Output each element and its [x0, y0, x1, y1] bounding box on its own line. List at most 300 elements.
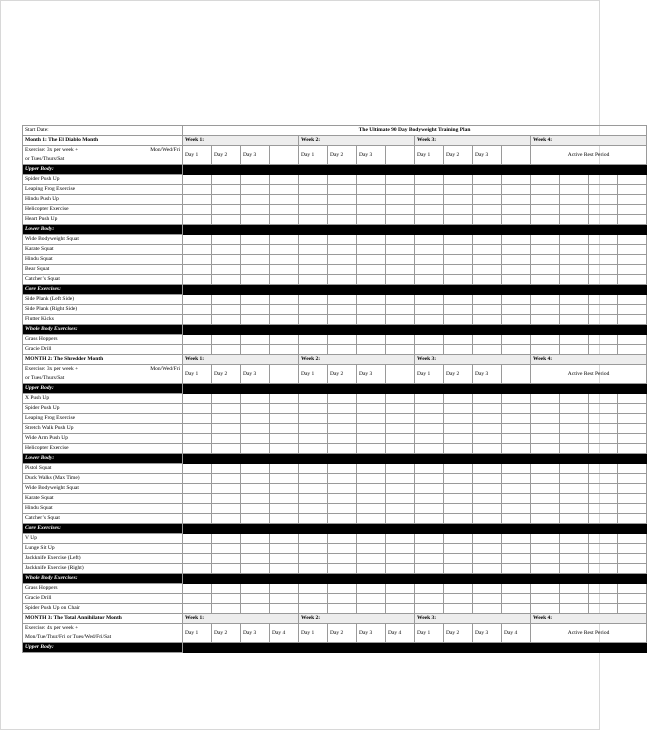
log-cell[interactable] — [241, 444, 270, 454]
log-cell[interactable] — [560, 295, 589, 305]
log-cell[interactable] — [531, 514, 560, 524]
log-cell[interactable] — [328, 494, 357, 504]
log-cell[interactable] — [386, 215, 415, 225]
log-cell[interactable] — [357, 175, 386, 185]
log-cell[interactable] — [415, 185, 444, 195]
log-cell[interactable] — [241, 215, 270, 225]
log-cell[interactable] — [531, 275, 560, 285]
log-cell[interactable] — [618, 544, 647, 554]
log-cell[interactable] — [357, 305, 386, 315]
log-cell[interactable] — [589, 544, 618, 554]
log-cell[interactable] — [357, 215, 386, 225]
log-cell[interactable] — [531, 474, 560, 484]
log-cell[interactable] — [328, 534, 357, 544]
log-cell[interactable] — [183, 265, 212, 275]
log-cell[interactable] — [328, 504, 357, 514]
log-cell[interactable] — [183, 484, 212, 494]
log-cell[interactable] — [357, 205, 386, 215]
log-cell[interactable] — [183, 205, 212, 215]
log-cell[interactable] — [560, 444, 589, 454]
log-cell[interactable] — [589, 315, 618, 325]
log-cell[interactable] — [618, 604, 647, 614]
log-cell[interactable] — [589, 305, 618, 315]
log-cell[interactable] — [357, 514, 386, 524]
log-cell[interactable] — [299, 484, 328, 494]
log-cell[interactable] — [357, 195, 386, 205]
log-cell[interactable] — [183, 315, 212, 325]
log-cell[interactable] — [415, 584, 444, 594]
log-cell[interactable] — [531, 414, 560, 424]
log-cell[interactable] — [241, 175, 270, 185]
log-cell[interactable] — [415, 514, 444, 524]
log-cell[interactable] — [618, 464, 647, 474]
log-cell[interactable] — [328, 464, 357, 474]
log-cell[interactable] — [444, 544, 473, 554]
log-cell[interactable] — [589, 504, 618, 514]
log-cell[interactable] — [502, 564, 531, 574]
log-cell[interactable] — [473, 534, 502, 544]
log-cell[interactable] — [444, 245, 473, 255]
log-cell[interactable] — [328, 514, 357, 524]
log-cell[interactable] — [299, 594, 328, 604]
log-cell[interactable] — [299, 315, 328, 325]
log-cell[interactable] — [212, 564, 241, 574]
log-cell[interactable] — [444, 335, 473, 345]
log-cell[interactable] — [241, 604, 270, 614]
log-cell[interactable] — [502, 185, 531, 195]
log-cell[interactable] — [415, 474, 444, 484]
log-cell[interactable] — [212, 345, 241, 355]
log-cell[interactable] — [212, 175, 241, 185]
log-cell[interactable] — [444, 424, 473, 434]
log-cell[interactable] — [357, 185, 386, 195]
log-cell[interactable] — [473, 444, 502, 454]
log-cell[interactable] — [444, 494, 473, 504]
log-cell[interactable] — [618, 185, 647, 195]
log-cell[interactable] — [299, 175, 328, 185]
log-cell[interactable] — [386, 484, 415, 494]
log-cell[interactable] — [560, 464, 589, 474]
log-cell[interactable] — [212, 394, 241, 404]
log-cell[interactable] — [618, 335, 647, 345]
log-cell[interactable] — [618, 504, 647, 514]
log-cell[interactable] — [212, 245, 241, 255]
log-cell[interactable] — [618, 414, 647, 424]
log-cell[interactable] — [589, 564, 618, 574]
log-cell[interactable] — [270, 275, 299, 285]
log-cell[interactable] — [444, 175, 473, 185]
log-cell[interactable] — [531, 604, 560, 614]
log-cell[interactable] — [560, 584, 589, 594]
log-cell[interactable] — [473, 305, 502, 315]
log-cell[interactable] — [444, 434, 473, 444]
log-cell[interactable] — [415, 315, 444, 325]
log-cell[interactable] — [618, 444, 647, 454]
log-cell[interactable] — [560, 504, 589, 514]
log-cell[interactable] — [357, 295, 386, 305]
log-cell[interactable] — [444, 444, 473, 454]
log-cell[interactable] — [299, 335, 328, 345]
log-cell[interactable] — [328, 474, 357, 484]
log-cell[interactable] — [618, 534, 647, 544]
log-cell[interactable] — [212, 404, 241, 414]
log-cell[interactable] — [183, 494, 212, 504]
log-cell[interactable] — [357, 554, 386, 564]
log-cell[interactable] — [212, 185, 241, 195]
log-cell[interactable] — [473, 295, 502, 305]
log-cell[interactable] — [299, 464, 328, 474]
log-cell[interactable] — [589, 434, 618, 444]
log-cell[interactable] — [357, 235, 386, 245]
log-cell[interactable] — [415, 484, 444, 494]
log-cell[interactable] — [299, 215, 328, 225]
log-cell[interactable] — [444, 215, 473, 225]
log-cell[interactable] — [589, 484, 618, 494]
log-cell[interactable] — [299, 265, 328, 275]
log-cell[interactable] — [618, 245, 647, 255]
log-cell[interactable] — [270, 514, 299, 524]
log-cell[interactable] — [328, 554, 357, 564]
log-cell[interactable] — [589, 245, 618, 255]
log-cell[interactable] — [502, 594, 531, 604]
log-cell[interactable] — [560, 554, 589, 564]
log-cell[interactable] — [531, 335, 560, 345]
log-cell[interactable] — [589, 404, 618, 414]
log-cell[interactable] — [444, 604, 473, 614]
log-cell[interactable] — [328, 544, 357, 554]
log-cell[interactable] — [328, 394, 357, 404]
log-cell[interactable] — [415, 554, 444, 564]
log-cell[interactable] — [415, 305, 444, 315]
log-cell[interactable] — [560, 205, 589, 215]
log-cell[interactable] — [241, 275, 270, 285]
log-cell[interactable] — [183, 215, 212, 225]
log-cell[interactable] — [473, 195, 502, 205]
log-cell[interactable] — [270, 345, 299, 355]
log-cell[interactable] — [270, 424, 299, 434]
log-cell[interactable] — [531, 484, 560, 494]
log-cell[interactable] — [502, 335, 531, 345]
log-cell[interactable] — [589, 275, 618, 285]
log-cell[interactable] — [502, 544, 531, 554]
log-cell[interactable] — [560, 185, 589, 195]
log-cell[interactable] — [183, 305, 212, 315]
log-cell[interactable] — [589, 345, 618, 355]
log-cell[interactable] — [560, 534, 589, 544]
log-cell[interactable] — [473, 584, 502, 594]
log-cell[interactable] — [618, 564, 647, 574]
log-cell[interactable] — [502, 514, 531, 524]
log-cell[interactable] — [589, 424, 618, 434]
log-cell[interactable] — [560, 335, 589, 345]
log-cell[interactable] — [212, 464, 241, 474]
log-cell[interactable] — [241, 554, 270, 564]
log-cell[interactable] — [531, 305, 560, 315]
log-cell[interactable] — [589, 554, 618, 564]
log-cell[interactable] — [473, 474, 502, 484]
log-cell[interactable] — [241, 255, 270, 265]
log-cell[interactable] — [415, 534, 444, 544]
log-cell[interactable] — [618, 434, 647, 444]
log-cell[interactable] — [328, 185, 357, 195]
log-cell[interactable] — [183, 255, 212, 265]
log-cell[interactable] — [386, 275, 415, 285]
log-cell[interactable] — [560, 564, 589, 574]
log-cell[interactable] — [618, 175, 647, 185]
log-cell[interactable] — [560, 434, 589, 444]
log-cell[interactable] — [531, 345, 560, 355]
log-cell[interactable] — [589, 514, 618, 524]
log-cell[interactable] — [560, 604, 589, 614]
log-cell[interactable] — [386, 195, 415, 205]
log-cell[interactable] — [531, 424, 560, 434]
log-cell[interactable] — [473, 335, 502, 345]
log-cell[interactable] — [444, 275, 473, 285]
log-cell[interactable] — [473, 544, 502, 554]
log-cell[interactable] — [328, 215, 357, 225]
log-cell[interactable] — [473, 175, 502, 185]
log-cell[interactable] — [357, 335, 386, 345]
log-cell[interactable] — [183, 504, 212, 514]
log-cell[interactable] — [270, 554, 299, 564]
log-cell[interactable] — [560, 245, 589, 255]
log-cell[interactable] — [444, 464, 473, 474]
log-cell[interactable] — [299, 195, 328, 205]
log-cell[interactable] — [444, 265, 473, 275]
log-cell[interactable] — [589, 444, 618, 454]
log-cell[interactable] — [241, 424, 270, 434]
log-cell[interactable] — [589, 474, 618, 484]
log-cell[interactable] — [183, 424, 212, 434]
log-cell[interactable] — [299, 494, 328, 504]
log-cell[interactable] — [270, 584, 299, 594]
log-cell[interactable] — [415, 604, 444, 614]
log-cell[interactable] — [531, 444, 560, 454]
log-cell[interactable] — [618, 594, 647, 604]
log-cell[interactable] — [212, 444, 241, 454]
log-cell[interactable] — [531, 195, 560, 205]
log-cell[interactable] — [241, 394, 270, 404]
log-cell[interactable] — [183, 345, 212, 355]
log-cell[interactable] — [270, 464, 299, 474]
log-cell[interactable] — [357, 504, 386, 514]
log-cell[interactable] — [560, 265, 589, 275]
log-cell[interactable] — [444, 474, 473, 484]
log-cell[interactable] — [299, 434, 328, 444]
log-cell[interactable] — [241, 345, 270, 355]
log-cell[interactable] — [560, 195, 589, 205]
log-cell[interactable] — [589, 335, 618, 345]
log-cell[interactable] — [589, 295, 618, 305]
log-cell[interactable] — [502, 604, 531, 614]
log-cell[interactable] — [502, 494, 531, 504]
log-cell[interactable] — [502, 434, 531, 444]
log-cell[interactable] — [328, 434, 357, 444]
log-cell[interactable] — [299, 584, 328, 594]
log-cell[interactable] — [386, 604, 415, 614]
log-cell[interactable] — [415, 175, 444, 185]
log-cell[interactable] — [299, 245, 328, 255]
log-cell[interactable] — [357, 494, 386, 504]
log-cell[interactable] — [502, 345, 531, 355]
log-cell[interactable] — [618, 295, 647, 305]
log-cell[interactable] — [386, 245, 415, 255]
log-cell[interactable] — [473, 404, 502, 414]
log-cell[interactable] — [270, 205, 299, 215]
log-cell[interactable] — [502, 404, 531, 414]
log-cell[interactable] — [357, 424, 386, 434]
log-cell[interactable] — [531, 534, 560, 544]
log-cell[interactable] — [502, 474, 531, 484]
log-cell[interactable] — [270, 295, 299, 305]
log-cell[interactable] — [183, 534, 212, 544]
log-cell[interactable] — [560, 255, 589, 265]
log-cell[interactable] — [589, 464, 618, 474]
log-cell[interactable] — [415, 205, 444, 215]
log-cell[interactable] — [531, 235, 560, 245]
log-cell[interactable] — [502, 265, 531, 275]
log-cell[interactable] — [386, 584, 415, 594]
log-cell[interactable] — [212, 265, 241, 275]
log-cell[interactable] — [473, 564, 502, 574]
log-cell[interactable] — [560, 175, 589, 185]
log-cell[interactable] — [357, 275, 386, 285]
log-cell[interactable] — [270, 185, 299, 195]
log-cell[interactable] — [560, 514, 589, 524]
log-cell[interactable] — [444, 514, 473, 524]
log-cell[interactable] — [473, 504, 502, 514]
log-cell[interactable] — [386, 564, 415, 574]
log-cell[interactable] — [589, 604, 618, 614]
log-cell[interactable] — [357, 394, 386, 404]
log-cell[interactable] — [502, 295, 531, 305]
log-cell[interactable] — [183, 584, 212, 594]
log-cell[interactable] — [502, 235, 531, 245]
log-cell[interactable] — [444, 554, 473, 564]
log-cell[interactable] — [212, 315, 241, 325]
log-cell[interactable] — [212, 205, 241, 215]
log-cell[interactable] — [415, 414, 444, 424]
log-cell[interactable] — [415, 544, 444, 554]
log-cell[interactable] — [531, 255, 560, 265]
log-cell[interactable] — [531, 494, 560, 504]
log-cell[interactable] — [473, 215, 502, 225]
log-cell[interactable] — [618, 305, 647, 315]
log-cell[interactable] — [415, 275, 444, 285]
log-cell[interactable] — [502, 394, 531, 404]
log-cell[interactable] — [212, 584, 241, 594]
log-cell[interactable] — [357, 564, 386, 574]
log-cell[interactable] — [328, 564, 357, 574]
log-cell[interactable] — [328, 604, 357, 614]
log-cell[interactable] — [560, 494, 589, 504]
log-cell[interactable] — [386, 534, 415, 544]
log-cell[interactable] — [444, 594, 473, 604]
log-cell[interactable] — [589, 235, 618, 245]
log-cell[interactable] — [299, 604, 328, 614]
log-cell[interactable] — [212, 534, 241, 544]
log-cell[interactable] — [270, 444, 299, 454]
log-cell[interactable] — [386, 305, 415, 315]
log-cell[interactable] — [183, 245, 212, 255]
log-cell[interactable] — [241, 564, 270, 574]
log-cell[interactable] — [212, 215, 241, 225]
log-cell[interactable] — [502, 464, 531, 474]
log-cell[interactable] — [473, 394, 502, 404]
log-cell[interactable] — [183, 514, 212, 524]
log-cell[interactable] — [328, 404, 357, 414]
log-cell[interactable] — [444, 315, 473, 325]
log-cell[interactable] — [357, 594, 386, 604]
log-cell[interactable] — [618, 275, 647, 285]
log-cell[interactable] — [270, 544, 299, 554]
log-cell[interactable] — [589, 185, 618, 195]
log-cell[interactable] — [357, 544, 386, 554]
log-cell[interactable] — [502, 215, 531, 225]
log-cell[interactable] — [444, 484, 473, 494]
log-cell[interactable] — [212, 335, 241, 345]
log-cell[interactable] — [270, 394, 299, 404]
log-cell[interactable] — [299, 504, 328, 514]
log-cell[interactable] — [589, 534, 618, 544]
log-cell[interactable] — [531, 245, 560, 255]
log-cell[interactable] — [560, 275, 589, 285]
log-cell[interactable] — [589, 175, 618, 185]
log-cell[interactable] — [444, 305, 473, 315]
log-cell[interactable] — [444, 564, 473, 574]
log-cell[interactable] — [502, 205, 531, 215]
log-cell[interactable] — [328, 594, 357, 604]
log-cell[interactable] — [241, 474, 270, 484]
log-cell[interactable] — [473, 494, 502, 504]
log-cell[interactable] — [502, 305, 531, 315]
log-cell[interactable] — [618, 514, 647, 524]
log-cell[interactable] — [415, 195, 444, 205]
log-cell[interactable] — [386, 444, 415, 454]
log-cell[interactable] — [415, 394, 444, 404]
log-cell[interactable] — [531, 554, 560, 564]
log-cell[interactable] — [618, 474, 647, 484]
log-cell[interactable] — [386, 205, 415, 215]
log-cell[interactable] — [531, 205, 560, 215]
log-cell[interactable] — [270, 215, 299, 225]
log-cell[interactable] — [415, 424, 444, 434]
log-cell[interactable] — [531, 315, 560, 325]
log-cell[interactable] — [415, 594, 444, 604]
log-cell[interactable] — [531, 404, 560, 414]
log-cell[interactable] — [299, 424, 328, 434]
log-cell[interactable] — [299, 205, 328, 215]
log-cell[interactable] — [473, 414, 502, 424]
log-cell[interactable] — [444, 404, 473, 414]
log-cell[interactable] — [241, 195, 270, 205]
log-cell[interactable] — [270, 534, 299, 544]
log-cell[interactable] — [357, 444, 386, 454]
log-cell[interactable] — [444, 394, 473, 404]
log-cell[interactable] — [328, 424, 357, 434]
log-cell[interactable] — [473, 424, 502, 434]
log-cell[interactable] — [328, 295, 357, 305]
log-cell[interactable] — [328, 195, 357, 205]
log-cell[interactable] — [241, 594, 270, 604]
log-cell[interactable] — [502, 315, 531, 325]
log-cell[interactable] — [357, 315, 386, 325]
log-cell[interactable] — [618, 394, 647, 404]
log-cell[interactable] — [386, 295, 415, 305]
log-cell[interactable] — [560, 345, 589, 355]
log-cell[interactable] — [270, 594, 299, 604]
log-cell[interactable] — [415, 464, 444, 474]
